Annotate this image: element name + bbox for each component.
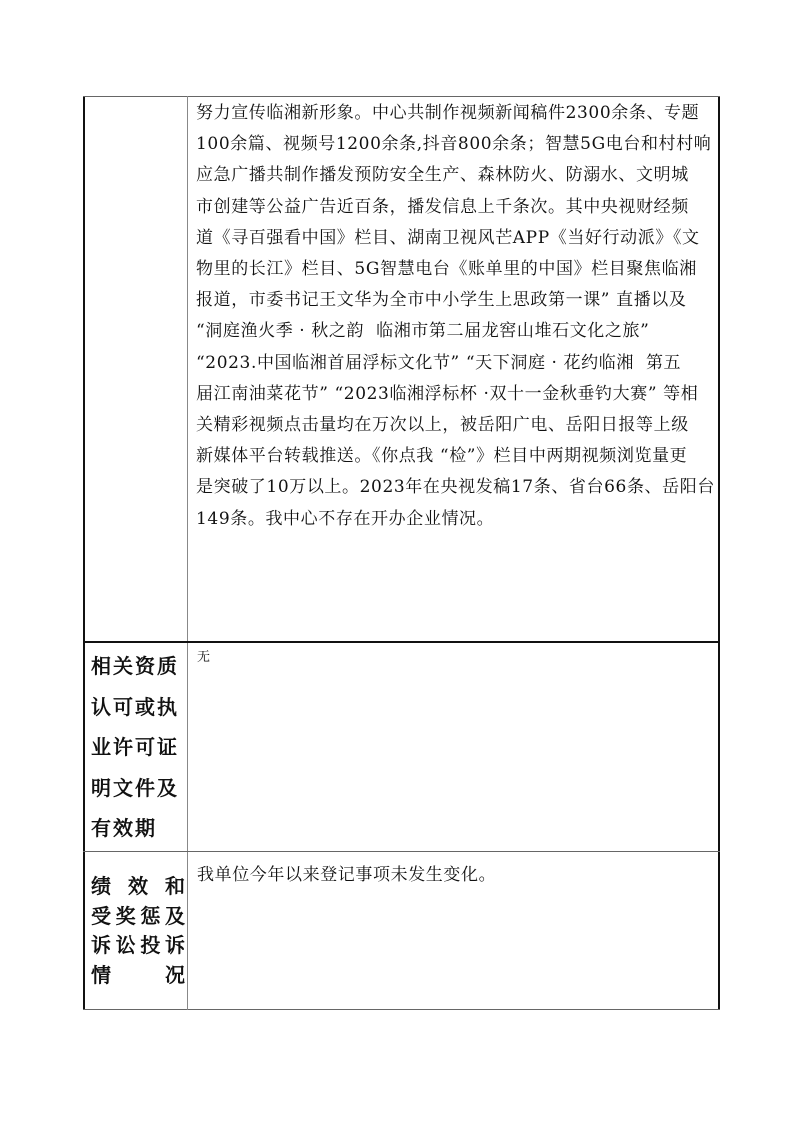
text-line: 物里的长江》栏目、5G智慧电台《账单里的中国》栏目聚焦临湘	[196, 259, 697, 280]
label-line: 明文件及	[91, 775, 179, 800]
label-char: 及	[164, 903, 185, 928]
text-line: 努力宣传临湘新形象。中心共制作视频新闻稿件2300余条、专题	[196, 103, 700, 123]
label-char: 惩	[140, 903, 161, 928]
label-char: 绩	[91, 874, 111, 898]
label-line: 业许可证	[91, 735, 179, 759]
label-char: 和	[165, 874, 185, 898]
text-line: 149条。我中心不存在开办企业情况。	[196, 508, 495, 529]
label-char: 诉	[164, 933, 185, 957]
label-char: 投	[140, 933, 161, 957]
text-line: 市创建等公益广告近百条，播发信息上千条次。其中央视财经频	[196, 196, 689, 217]
qualification-label	[91, 646, 185, 849]
row-divider	[83, 641, 720, 643]
label-char: 情	[91, 962, 111, 987]
table-border-left	[83, 96, 85, 1010]
label-char: 况	[165, 962, 185, 987]
text-line: “2023.中国临湘首届浮标文化节” “天下洞庭 · 花约临湘 第五	[196, 352, 682, 373]
activity-description-cell	[196, 96, 716, 535]
label-char: 讼	[115, 933, 136, 957]
label-line	[91, 902, 185, 932]
label-char: 奖	[115, 903, 136, 928]
column-divider	[187, 96, 188, 1010]
table-border-right	[718, 96, 720, 1010]
qualification-value: 无	[197, 650, 211, 665]
label-char: 诉	[91, 933, 111, 957]
text-line: 应急广播共制作播发预防安全生产、森林防火、防溺水、文明城	[196, 165, 689, 186]
row-divider	[83, 851, 720, 852]
label-line	[91, 872, 185, 902]
label-line: 有效期	[91, 816, 157, 840]
label-char: 效	[128, 874, 148, 898]
info-table	[83, 96, 720, 1010]
text-line: 新媒体平台转载推送。《你点我 “检”》栏目中两期视频浏览量更	[196, 446, 688, 467]
text-line: 道《寻百强看中国》栏目、湖南卫视风芒APP《当好行动派》《文	[196, 227, 700, 248]
text-line: 届江南油菜花节” “2023临湘浮标杯 ·双十一金秋垂钓大赛” 等相	[196, 383, 699, 404]
performance-value: 我单位今年以来登记事项未发生变化。	[197, 865, 497, 885]
label-line: 认可或执	[91, 694, 179, 719]
table-border-bottom	[83, 1009, 720, 1010]
performance-label	[91, 862, 185, 990]
label-char: 受	[91, 903, 111, 928]
text-line: “洞庭渔火季 · 秋之韵 临湘市第二届龙窖山堆石文化之旅”	[196, 321, 650, 342]
text-line: 关精彩视频点击量均在万次以上，被岳阳广电、岳阳日报等上级	[196, 415, 689, 436]
text-line: 100余篇、视频号1200余条,抖音800余条；智慧5G电台和村村响	[196, 134, 712, 155]
text-line: 是突破了10万以上。2023年在央视发稿17条、省台66条、岳阳台	[196, 477, 715, 498]
label-line	[91, 961, 185, 991]
label-line: 相关资质	[91, 654, 179, 678]
label-line	[91, 931, 185, 961]
text-line: 报道，市委书记王文华为全市中小学生上思政第一课” 直播以及	[196, 290, 687, 311]
